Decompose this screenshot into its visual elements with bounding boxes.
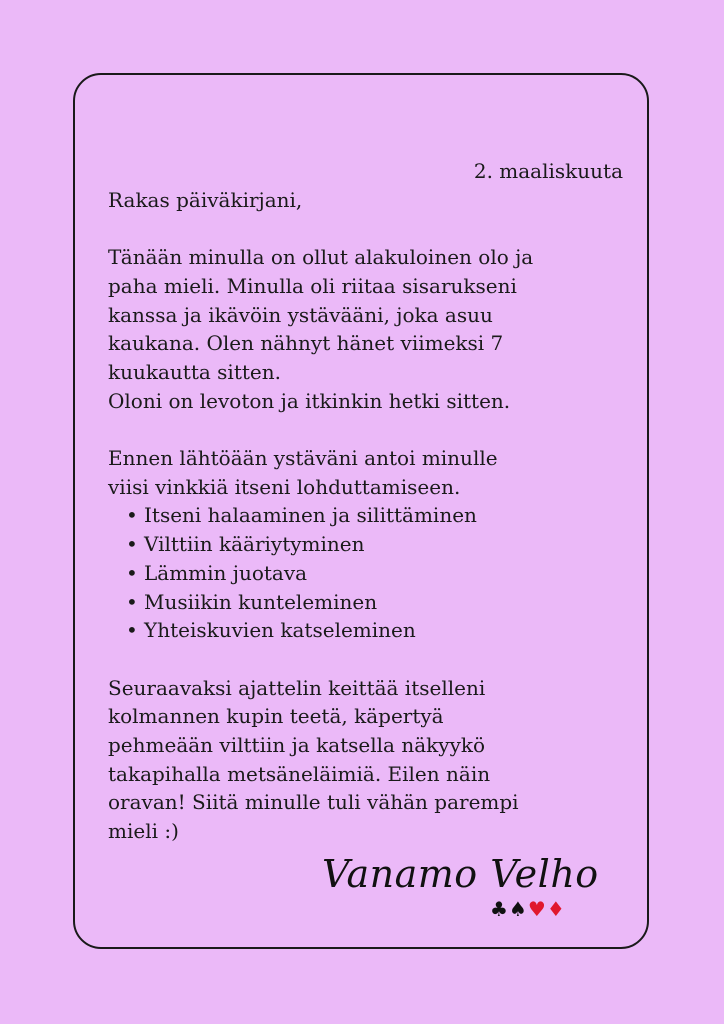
club-icon: ♣ bbox=[490, 897, 508, 921]
text-line: viisi vinkkiä itseni lohduttamiseen. bbox=[108, 474, 461, 499]
text-line: kaukana. Olen nähnyt hänet viimeksi 7 bbox=[108, 331, 504, 356]
text-line: kuukautta sitten. bbox=[108, 359, 281, 384]
list-item-text: Musiikin kunteleminen bbox=[144, 589, 378, 614]
list-item bbox=[126, 588, 628, 617]
list-item-text: Lämmin juotava bbox=[144, 560, 308, 585]
text-line: Tänään minulla on ollut alakuloinen olo ja bbox=[108, 245, 534, 270]
text-line: paha mieli. Minulla oli riitaa sisarukseni bbox=[108, 273, 517, 298]
text-line: Seuraavaksi ajattelin keittää itselleni bbox=[108, 675, 486, 700]
text-line: kanssa ja ikävöin ystävääni, joka asuu bbox=[108, 302, 493, 327]
letter-date: 2. maaliskuuta bbox=[473, 159, 623, 183]
spacer bbox=[108, 415, 628, 444]
text-line: Ennen lähtöään ystäväni antoi minulle bbox=[108, 446, 498, 470]
signature: Vanamo Velho bbox=[322, 852, 599, 896]
list-item bbox=[126, 559, 628, 588]
list-item-text: Itseni halaaminen ja silittäminen bbox=[144, 503, 477, 528]
text-line: mieli :) bbox=[108, 819, 179, 844]
paragraph-3 bbox=[108, 674, 628, 846]
paragraph-2 bbox=[108, 444, 628, 501]
bullet-icon: • bbox=[126, 589, 138, 614]
list-item bbox=[126, 530, 628, 559]
text-line: kolmannen kupin teetä, käpertyä bbox=[108, 704, 444, 729]
spade-icon: ♠ bbox=[508, 897, 527, 921]
bullet-icon: • bbox=[126, 503, 138, 528]
heart-icon: ♥ bbox=[527, 897, 546, 921]
letter-greeting: Rakas päiväkirjani, bbox=[108, 187, 303, 212]
tips-list bbox=[108, 501, 628, 645]
list-item bbox=[126, 501, 628, 530]
bullet-icon: • bbox=[126, 532, 138, 557]
text-line: Oloni on levoton ja itkinkin hetki sitten. bbox=[108, 388, 511, 413]
text-line: pehmeään vilttiin ja katsella näkyykö bbox=[108, 733, 486, 758]
diamond-icon: ♦ bbox=[546, 897, 565, 921]
bullet-icon: • bbox=[126, 618, 138, 643]
spacer bbox=[108, 645, 628, 674]
list-item-text: Vilttiin kääriytyminen bbox=[144, 532, 365, 557]
list-item bbox=[126, 616, 628, 645]
list-item-text: Yhteiskuvien katseleminen bbox=[144, 618, 416, 643]
letter-content bbox=[108, 157, 628, 846]
card-suits bbox=[490, 898, 566, 920]
bullet-icon: • bbox=[126, 560, 138, 585]
paragraph-1 bbox=[108, 243, 628, 415]
text-line: takapihalla metsäneläimiä. Eilen näin bbox=[108, 761, 491, 786]
spacer bbox=[108, 214, 628, 243]
text-line: oravan! Siitä minulle tuli vähän parempi bbox=[108, 790, 519, 815]
